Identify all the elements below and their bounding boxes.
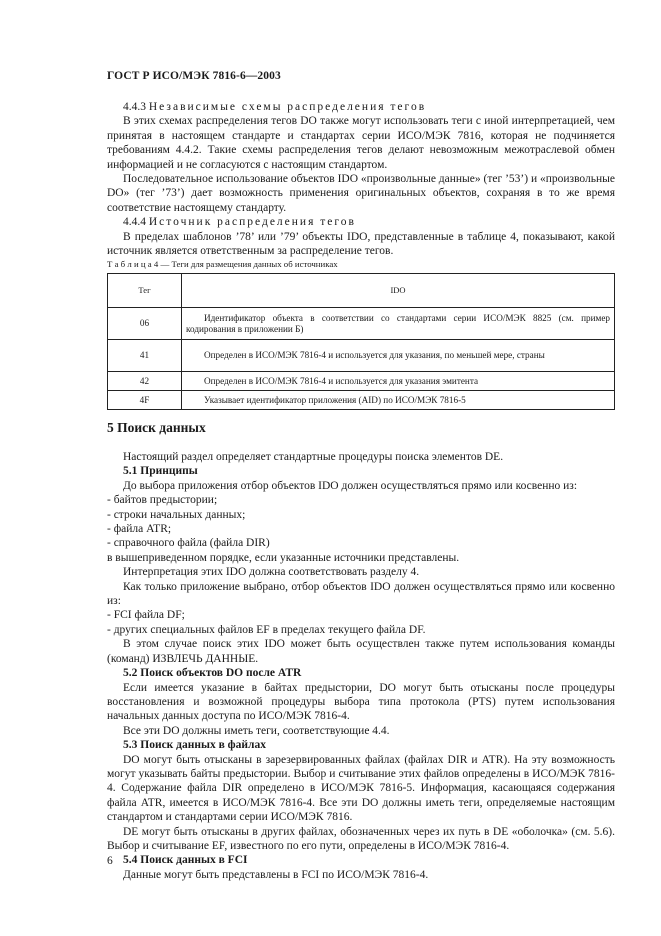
list-item: - других специальных файлов EF в пределах текущего файла DF. <box>107 623 426 636</box>
tag-cell: 06 <box>108 308 182 340</box>
list-item: - файла ATR; <box>107 523 172 536</box>
paragraph: Все эти DO должны иметь теги, соответствующие 4.4. <box>123 724 390 737</box>
column-header-tag: Тег <box>108 274 182 308</box>
paragraph: Интерпретация этих IDO должна соответствовать разделу 4. <box>123 566 420 579</box>
paragraph: в вышеприведенном порядке, если указанные источники представлены. <box>107 551 460 564</box>
source-list <box>107 493 615 551</box>
section-number: 4.4.4 <box>123 216 146 229</box>
table-row <box>108 391 615 410</box>
table-caption-text: — Теги для размещения данных об источниках <box>158 259 338 269</box>
paragraph: DE могут быть отысканы в других файлах, обозначенных через их путь в DE «оболочка» (см. 5.6). Выбор и считывание EF, известного по его пути, определены в ИСО/МЭК 7816-4. <box>107 825 615 852</box>
table-caption <box>107 259 338 269</box>
subsection-heading-5-1: 5.1 Принципы <box>123 465 198 478</box>
subsection-heading-5-4: 5.4 Поиск данных в FCI <box>123 854 248 867</box>
table-row <box>108 372 615 391</box>
document-header: ГОСТ Р ИСО/МЭК 7816-6—2003 <box>107 70 281 82</box>
subsection-heading-5-2: 5.2 Поиск объектов DO после ATR <box>123 667 302 680</box>
section-5-heading: 5 Поиск данных <box>107 420 206 435</box>
description-cell: Определен в ИСО/МЭК 7816-4 и используется для указания эмитента <box>182 372 615 391</box>
table-row <box>108 308 615 340</box>
list-item: - строки начальных данных; <box>107 508 246 521</box>
subsection-heading-5-3: 5.3 Поиск данных в файлах <box>123 739 266 752</box>
source-list <box>107 608 615 637</box>
paragraph: В пределах шаблонов ’78’ или ’79’ объекты IDO, представленные в таблице 4, показывают, какой источник является ответственным за распределение тегов. <box>107 230 615 258</box>
paragraph: Настоящий раздел определяет стандартные процедуры поиска элементов DE. <box>123 451 504 463</box>
paragraph: В этом случае поиск этих IDO может быть осуществлен также путем использования команды (команд) ИЗВЛЕЧЬ ДАННЫЕ. <box>107 638 615 665</box>
table-caption-label: Т а б л и ц а 4 <box>107 259 159 269</box>
tag-sources-table <box>107 273 615 410</box>
column-header-ido: IDO <box>182 274 615 308</box>
section-title: Источник распределения тегов <box>148 216 356 229</box>
paragraph: В этих схемах распределения тегов DO также могут использовать теги с иной интерпретацией, чем принятая в настоящем стандарте и стандартах серии ИСО/МЭК 7816, которая не подчиняется требованиям 4.4.2. Такие схемы распределения тегов делают невозможным межотраслевой обмен информацией и не согласуются с настоящим стандартом. <box>107 115 615 171</box>
tag-cell: 41 <box>108 340 182 372</box>
section-title: Независимые схемы распределения тегов <box>148 101 427 113</box>
paragraph: DO могут быть отысканы в зарезервированных файлах (файлах DIR и ATR). На эту возможность могут указывать байты предыстории. Выбор и считывание этих файлов определены в ИСО/МЭК 7816-4. Содержание файла DIR определено в ИСО/МЭК 7816-5. Информация, касающаяся содержания файла ATR, имеется в ИСО/МЭК 7816-4. Все эти DO должны иметь теги, определяемые настоящим стандартом и стандартами серии ИСО/МЭК 7816. <box>107 753 615 824</box>
table-row <box>108 340 615 372</box>
page-number: 6 <box>107 855 113 867</box>
paragraph: Как только приложение выбрано, отбор объектов IDO должен осуществляться прямо или косвенно из: <box>107 580 615 608</box>
list-item: - FCI файла DF; <box>107 609 185 622</box>
section-heading-4-4-3 <box>107 100 615 114</box>
tag-cell: 42 <box>108 372 182 391</box>
list-item: - справочного файла (файла DIR) <box>107 537 270 550</box>
section-heading-4-4-4 <box>107 215 615 229</box>
paragraph: Если имеется указание в байтах предыстории, DO могут быть отысканы после процедуры восстановления и возможной процедуры выбора типа протокола (PTS) путем использования начальных данных доступа по ИСО/МЭК 7816-4. <box>107 681 615 723</box>
description-cell: Определен в ИСО/МЭК 7816-4 и используется для указания, по меньшей мере, страны <box>182 340 615 372</box>
section-number: 4.4.3 <box>123 101 146 113</box>
section-5-body <box>107 450 615 882</box>
table-header-row <box>108 274 615 308</box>
paragraph: Данные могут быть представлены в FCI по ИСО/МЭК 7816-4. <box>123 868 429 881</box>
paragraph: До выбора приложения отбор объектов IDO должен осуществляться прямо или косвенно из: <box>123 479 578 492</box>
description-cell: Идентификатор объекта в соответствии со стандартами серии ИСО/МЭК 8825 (см. пример кодирования в приложении Б) <box>182 308 615 340</box>
section-4-4-3 <box>107 100 615 258</box>
list-item: - байтов предыстории; <box>107 494 218 507</box>
tag-cell: 4F <box>108 391 182 410</box>
description-cell: Указывает идентификатор приложения (AID) по ИСО/МЭК 7816-5 <box>182 391 615 410</box>
paragraph: Последовательное использование объектов IDO «произвольные данные» (тег ’53’) и «произвольные DO» (тег ’73’) дает возможность применения оригинальных объектов, сохраняя в то же время соответствие настоящему стандарту. <box>107 173 615 214</box>
